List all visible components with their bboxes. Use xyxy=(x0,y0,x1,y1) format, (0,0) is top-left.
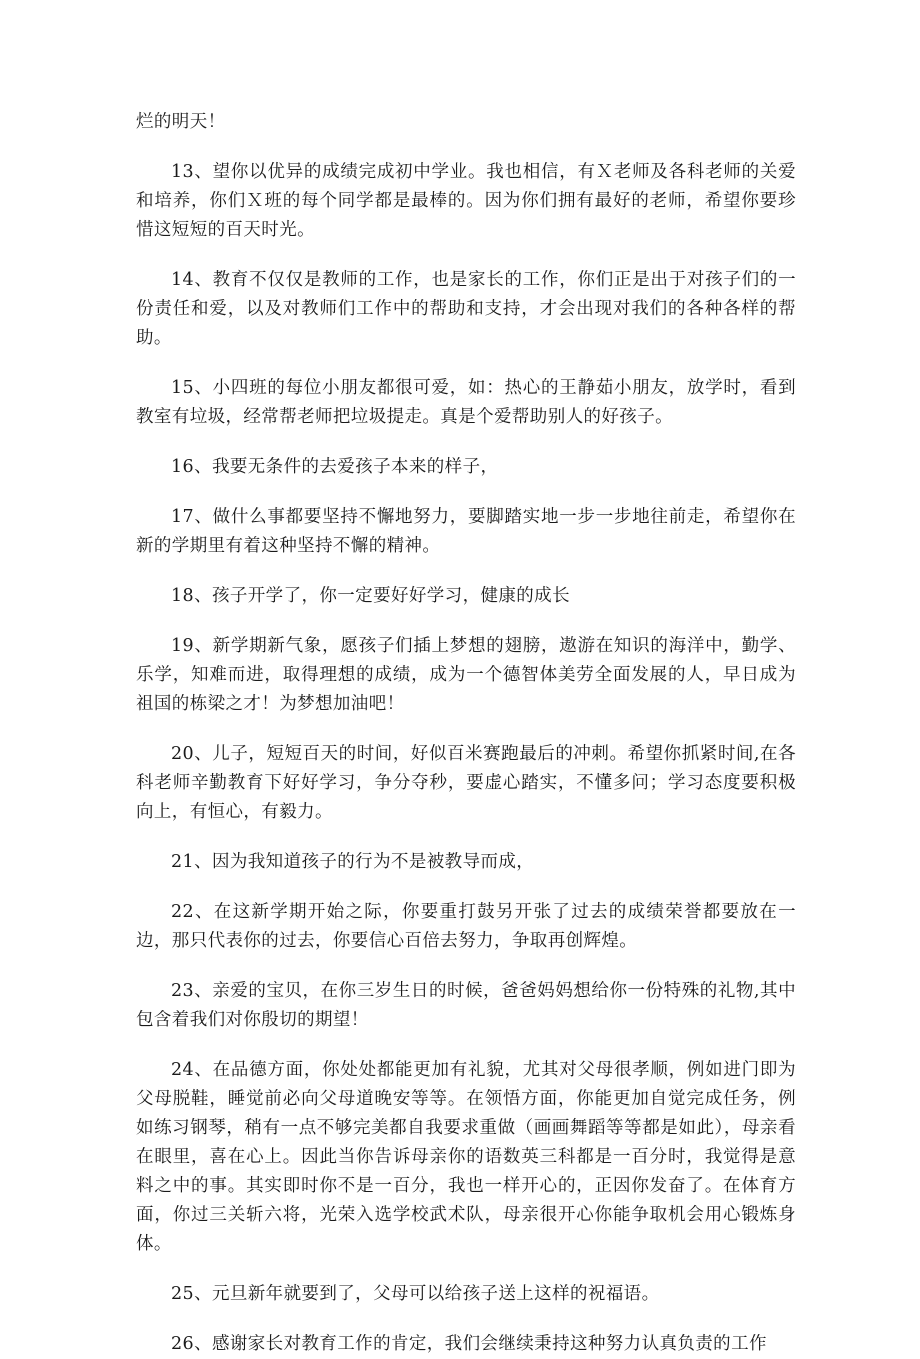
paragraph-number: 19、 xyxy=(171,636,213,656)
paragraph-17 xyxy=(136,503,796,561)
paragraph-14 xyxy=(136,266,796,353)
paragraph-text: 亲爱的宝贝，在你三岁生日的时候，爸爸妈妈想给你一份特殊的礼物,其中包含着我们对你殷切的期望！ xyxy=(136,981,796,1030)
paragraph-23 xyxy=(136,977,796,1035)
paragraph-number: 25、 xyxy=(171,1284,212,1304)
paragraph-number: 14、 xyxy=(171,270,213,290)
paragraph-19 xyxy=(136,632,796,719)
paragraph-number: 20、 xyxy=(171,744,213,764)
paragraph-text: 在品德方面，你处处都能更加有礼貌，尤其对父母很孝顺，例如进门即为父母脱鞋，睡觉前必向父母道晚安等等。在领悟方面，你能更加自觉完成任务，例如练习钢琴，稍有一点不够完美都自我要求重做（画画舞蹈等等都是如此），母亲看在眼里，喜在心上。因此当你告诉母亲你的语数英三科都是一百分时，我觉得是意料之中的事。其实即时你不是一百分，我也一样开心的，正因你发奋了。在体育方面，你过三关斩六将，光荣入选学校武术队，母亲很开心你能争取机会用心锻炼身体。 xyxy=(136,1060,796,1254)
paragraph-number: 13、 xyxy=(171,162,213,182)
paragraph-text: 做什么事都要坚持不懈地努力，要脚踏实地一步一步地往前走，希望你在新的学期里有着这种坚持不懈的精神。 xyxy=(136,507,796,556)
paragraph-text: 儿子，短短百天的时间，好似百米赛跑最后的冲刺。希望你抓紧时间,在各科老师辛勤教育下好好学习，争分夺秒，要虚心踏实，不懂多问；学习态度要积极向上，有恒心，有毅力。 xyxy=(136,744,796,822)
paragraph-number: 18、 xyxy=(171,586,212,606)
paragraph-text: 望你以优异的成绩完成初中学业。我也相信，有Ｘ老师及各科老师的关爱和培养，你们Ｘ班的每个同学都是最棒的。因为你们拥有最好的老师，希望你要珍惜这短短的百天时光。 xyxy=(136,162,796,240)
paragraph-text: 元旦新年就要到了，父母可以给孩子送上这样的祝福语。 xyxy=(211,1284,660,1304)
paragraph-15 xyxy=(136,374,796,432)
paragraph-text: 教育不仅仅是教师的工作，也是家长的工作，你们正是出于对孩子们的一份责任和爱，以及对教师们工作中的帮助和支持，才会出现对我们的各种各样的帮助。 xyxy=(136,270,796,348)
paragraph-text: 因为我知道孩子的行为不是被教导而成， xyxy=(211,852,535,872)
paragraph-16 xyxy=(136,453,796,482)
paragraph-text: 感谢家长对教育工作的肯定，我们会继续秉持这种努力认真负责的工作 xyxy=(211,1334,767,1354)
paragraph-continuation: 烂的明天！ xyxy=(136,112,226,132)
paragraph-number: 24、 xyxy=(171,1060,213,1080)
paragraph-22 xyxy=(136,898,796,956)
paragraph-13 xyxy=(136,158,796,245)
paragraph-number: 15、 xyxy=(171,378,213,398)
paragraph-20 xyxy=(136,740,796,827)
paragraph-text: 我要无条件的去爱孩子本来的样子， xyxy=(211,457,499,477)
paragraph-24 xyxy=(136,1056,796,1259)
paragraph-number: 16、 xyxy=(171,457,212,477)
paragraph-number: 17、 xyxy=(171,507,213,527)
paragraph-number: 21、 xyxy=(171,852,212,872)
paragraph-26 xyxy=(136,1330,796,1359)
paragraph-text: 在这新学期开始之际，你要重打鼓另开张了过去的成绩荣誉都要放在一边，那只代表你的过去，你要信心百倍去努力，争取再创辉煌。 xyxy=(136,902,796,951)
paragraph-25 xyxy=(136,1280,796,1309)
paragraph-number: 26、 xyxy=(171,1334,212,1354)
paragraph-text: 孩子开学了，你一定要好好学习，健康的成长 xyxy=(211,586,570,606)
document-page xyxy=(136,108,796,1359)
paragraph-21 xyxy=(136,848,796,877)
paragraph-text: 小四班的每位小朋友都很可爱，如：热心的王静茹小朋友，放学时，看到教室有垃圾，经常帮老师把垃圾提走。真是个爱帮助别人的好孩子。 xyxy=(136,378,796,427)
paragraph-number: 22、 xyxy=(171,902,214,922)
paragraph-number: 23、 xyxy=(171,981,213,1001)
paragraph-text: 新学期新气象，愿孩子们插上梦想的翅膀，遨游在知识的海洋中，勤学、乐学，知难而进，取得理想的成绩，成为一个德智体美劳全面发展的人，早日成为祖国的栋梁之才！为梦想加油吧！ xyxy=(136,636,796,714)
paragraph-18 xyxy=(136,582,796,611)
